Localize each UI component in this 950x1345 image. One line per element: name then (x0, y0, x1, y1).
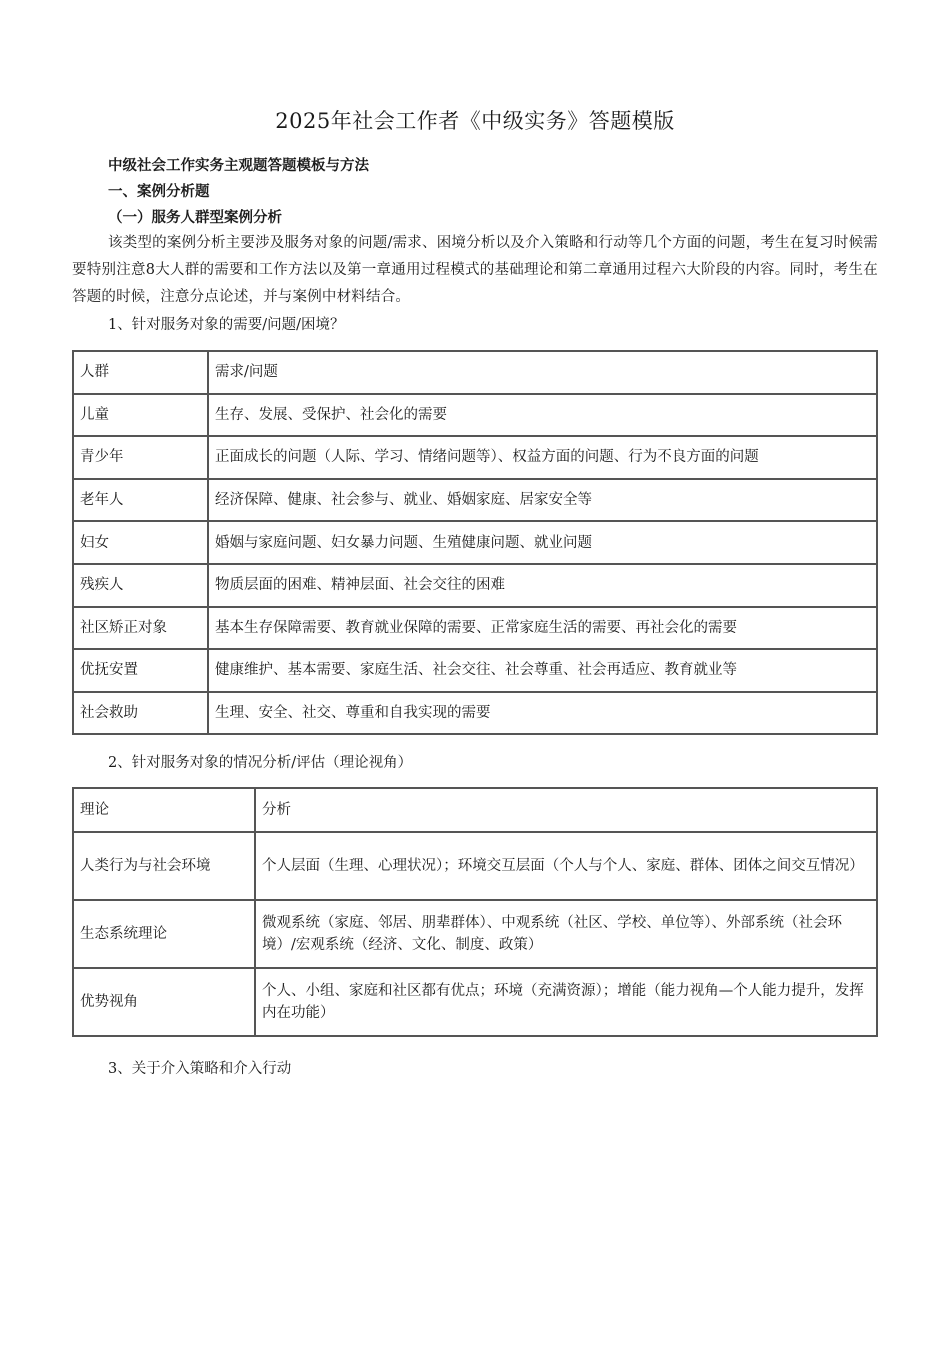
question-1: 1、针对服务对象的需要/问题/困境？ (108, 317, 345, 333)
table-row (73, 649, 877, 692)
theory-table (72, 787, 878, 1037)
needs-cell: 物质层面的困难、精神层面、社会交往的困难 (208, 564, 877, 607)
group-cell: 青少年 (73, 436, 208, 479)
table-row (73, 900, 877, 968)
needs-cell: 生理、安全、社交、尊重和自我实现的需要 (208, 692, 877, 735)
table-row (73, 394, 877, 437)
table-header-row (73, 788, 877, 832)
group-cell: 社会救助 (73, 692, 208, 735)
analysis-cell: 个人层面（生理、心理状况）；环境交互层面（个人与个人、家庭、群体、团体之间交互情况） (255, 832, 877, 900)
header-cell-group: 人群 (73, 351, 208, 394)
needs-cell: 生存、发展、受保护、社会化的需要 (208, 394, 877, 437)
group-cell: 老年人 (73, 479, 208, 522)
question-3: 3、关于介入策略和介入行动 (108, 1061, 292, 1077)
needs-cell: 基本生存保障需要、教育就业保障的需要、正常家庭生活的需要、再社会化的需要 (208, 607, 877, 650)
analysis-cell: 微观系统（家庭、邻居、朋辈群体）、中观系统（社区、学校、单位等）、外部系统（社会环境）/宏观系统（经济、文化、制度、政策） (255, 900, 877, 968)
header-cell-analysis: 分析 (255, 788, 877, 832)
header-cell-theory: 理论 (73, 788, 255, 832)
group-cell: 优抚安置 (73, 649, 208, 692)
theory-cell: 生态系统理论 (73, 900, 255, 968)
needs-cell: 健康维护、基本需要、家庭生活、社会交往、社会尊重、社会再适应、教育就业等 (208, 649, 877, 692)
document-title: 2025年社会工作者《中级实务》答题模版 (275, 109, 675, 133)
table-row (73, 521, 877, 564)
group-cell: 社区矫正对象 (73, 607, 208, 650)
needs-cell: 婚姻与家庭问题、妇女暴力问题、生殖健康问题、就业问题 (208, 521, 877, 564)
table-header-row (73, 351, 877, 394)
question-2: 2、针对服务对象的情况分析/评估（理论视角） (108, 755, 413, 771)
table-row (73, 832, 877, 900)
table-row (73, 968, 877, 1036)
table-row (73, 564, 877, 607)
table-row (73, 479, 877, 522)
subtitle-heading: 中级社会工作实务主观题答题模板与方法 (108, 157, 369, 174)
header-cell-needs: 需求/问题 (208, 351, 877, 394)
table-row (73, 607, 877, 650)
group-cell: 残疾人 (73, 564, 208, 607)
needs-cell: 经济保障、健康、社会参与、就业、婚姻家庭、居家安全等 (208, 479, 877, 522)
subsection-heading: （一）服务人群型案例分析 (108, 209, 282, 226)
group-cell: 妇女 (73, 521, 208, 564)
theory-cell: 人类行为与社会环境 (73, 832, 255, 900)
theory-cell: 优势视角 (73, 968, 255, 1036)
intro-paragraph: 该类型的案例分析主要涉及服务对象的问题/需求、困境分析以及介入策略和行动等几个方面的问题，考生在复习时候需要特别注意8大人群的需要和工作方法以及第一章通用过程模式的基础理论和第二章通用过程六大阶段的内容。同时，考生在答题的时候，注意分点论述，并与案例中材料结合。 (72, 235, 878, 305)
needs-cell: 正面成长的问题（人际、学习、情绪问题等）、权益方面的问题、行为不良方面的问题 (208, 436, 877, 479)
needs-table (72, 350, 878, 735)
analysis-cell: 个人、小组、家庭和社区都有优点；环境（充满资源）；增能（能力视角—个人能力提升，发挥内在功能） (255, 968, 877, 1036)
table-row (73, 436, 877, 479)
group-cell: 儿童 (73, 394, 208, 437)
section-heading: 一、案例分析题 (108, 183, 210, 200)
table-row (73, 692, 877, 735)
